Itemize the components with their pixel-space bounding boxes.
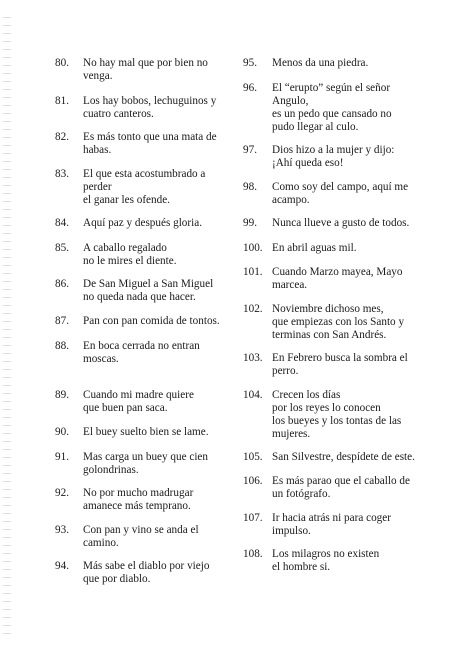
saying-text: El buey suelto bien se lame. — [83, 426, 209, 438]
saying-text: Dios hizo a la mujer y dijo: ¡Ahí queda eso! — [272, 144, 395, 169]
saying-text: Cuando Marzo mayea, Mayo marcea. — [272, 266, 403, 291]
saying-text: No por mucho madrugar amanece más temprano. — [83, 487, 194, 512]
saying-number: 101. — [243, 266, 263, 278]
saying-number: 106. — [243, 475, 263, 487]
saying-text: El que esta acostumbrado a perder el ganar les ofende. — [83, 168, 206, 206]
saying-text: El “erupto” según el señor Angulo, es un pedo que cansado no pudo llegar al culo. — [272, 82, 392, 133]
binding-spiral — [3, 10, 11, 640]
saying-text: En Febrero busca la sombra el perro. — [272, 352, 408, 377]
saying-text: Nunca llueve a gusto de todos. — [272, 217, 410, 229]
saying-text: San Silvestre, despídete de este. — [272, 451, 415, 463]
saying-text: Más sabe el diablo por viejo que por diablo. — [83, 560, 210, 585]
saying-number: 85. — [55, 242, 69, 254]
saying-text: De San Miguel a San Miguel no queda nada que hacer. — [83, 278, 214, 303]
saying-number: 100. — [243, 242, 263, 254]
saying-number: 102. — [243, 303, 263, 315]
saying-text: Pan con pan comida de tontos. — [83, 315, 220, 327]
saying-number: 90. — [55, 426, 69, 438]
saying-text: Es más parao que el caballo de un fotógrafo. — [272, 475, 410, 500]
saying-number: 86. — [55, 278, 69, 290]
saying-number: 81. — [55, 95, 69, 107]
saying-number: 87. — [55, 315, 69, 327]
saying-number: 89. — [55, 389, 69, 401]
saying-text: A caballo regalado no le mires el diente. — [83, 242, 177, 267]
saying-number: 93. — [55, 524, 69, 536]
saying-number: 80. — [55, 57, 69, 69]
saying-text: Noviembre dichoso mes, que empiezas con los Santo y terminas con San Andrés. — [272, 303, 405, 341]
saying-text: Menos da una piedra. — [272, 57, 369, 69]
saying-text: Los milagros no existen el hombre si. — [272, 548, 380, 573]
saying-text: Cuando mi madre quiere que buen pan saca. — [83, 389, 194, 414]
saying-text: Es más tonto que una mata de habas. — [83, 131, 217, 156]
saying-text: En boca cerrada no entran moscas. — [83, 340, 200, 365]
saying-text: No hay mal que por bien no venga. — [83, 57, 208, 82]
saying-number: 97. — [243, 144, 257, 156]
saying-number: 88. — [55, 340, 69, 352]
saying-number: 94. — [55, 560, 69, 572]
saying-number: 83. — [55, 168, 69, 180]
saying-text: Con pan y vino se anda el camino. — [83, 524, 199, 549]
saying-text: Aquí paz y después gloria. — [83, 217, 202, 229]
saying-number: 92. — [55, 487, 69, 499]
saying-number: 96. — [243, 82, 257, 94]
saying-number: 107. — [243, 512, 263, 524]
saying-text: Mas carga un buey que cien golondrinas. — [83, 451, 208, 476]
saying-number: 104. — [243, 389, 263, 401]
saying-text: Como soy del campo, aquí me acampo. — [272, 181, 409, 206]
saying-number: 98. — [243, 181, 257, 193]
saying-number: 84. — [55, 217, 69, 229]
saying-number: 103. — [243, 352, 263, 364]
saying-text: Ir hacia atrás ni para coger impulso. — [272, 512, 391, 537]
saying-text: Crecen los días por los reyes lo conocen los bueyes y los tontas de las mujeres. — [272, 389, 402, 440]
saying-number: 91. — [55, 451, 69, 463]
saying-number: 99. — [243, 217, 257, 229]
saying-text: En abril aguas mil. — [272, 242, 357, 254]
saying-number: 95. — [243, 57, 257, 69]
saying-number: 105. — [243, 451, 263, 463]
saying-number: 82. — [55, 131, 69, 143]
saying-text: Los hay bobos, lechuguinos y cuatro canteros. — [83, 95, 217, 120]
saying-number: 108. — [243, 548, 263, 560]
